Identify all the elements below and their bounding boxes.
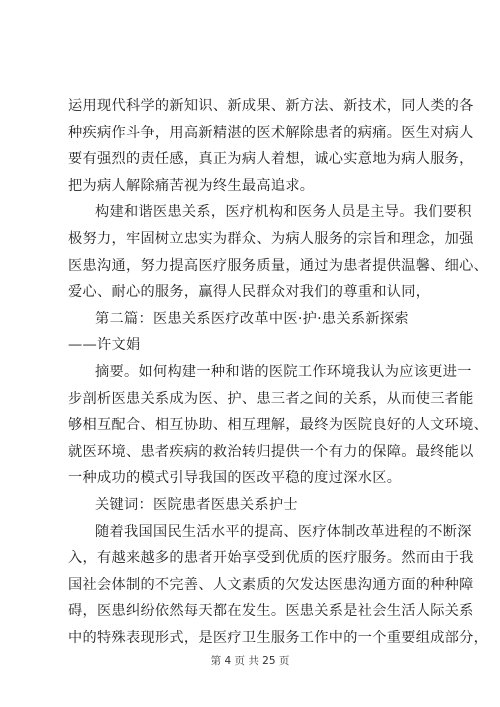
text-line: 随着我国国民生活水平的提高、医疗体制改革进程的不断深: [95, 523, 472, 540]
text-line: 碍，医患纠纷依然每天都在发生。医患关系是社会生活人际关系: [68, 603, 474, 620]
body-text: [68, 93, 489, 651]
page-number-footer: 第 4 页 共 25 页: [210, 655, 290, 667]
abstract-line: 摘要。如何构建一种和谐的医院工作环境我认为应该更进一: [95, 363, 472, 380]
text-line: 种疾病作斗争，用高新精湛的医术解除患者的病痛。医生对病人: [68, 124, 474, 141]
text-line: 运用现代科学的新知识、新成果、新方法、新技术，同人类的各: [68, 98, 474, 114]
section-heading: 第二篇：医患关系医疗改革中医·护·患关系新探索: [95, 310, 409, 327]
text-line: 中的特殊表现形式，是医疗卫生服务工作中的一个重要组成部分，: [68, 629, 489, 646]
text-line: 医患沟通，努力提高医疗服务质量，通过为患者提供温馨、细心、: [68, 257, 489, 274]
author-line: ——许文娟: [68, 337, 141, 354]
keywords-line: 关键词：医院患者医患关系护士: [95, 496, 298, 513]
text-line: 构建和谐医患关系，医疗机构和医务人员是主导。我们要积: [95, 204, 472, 221]
text-line: 够相互配合、相互协助、相互理解，最终为医院良好的人文环境、: [68, 417, 489, 434]
text-line: 爱心、耐心的服务，赢得人民群众对我们的尊重和认同，: [68, 284, 431, 301]
text-line: 步剖析医患关系成为医、护、患三者之间的关系，从而使三者能: [68, 390, 474, 407]
text-line: 就医环境、患者疾病的救治转归提供一个有力的保障。最终能以: [68, 443, 474, 460]
text-line: 极努力，牢固树立忠实为群众、为病人服务的宗旨和理念，加强: [68, 230, 474, 247]
text-line: 国社会体制的不完善、人文素质的欠发达医患沟通方面的种种障: [68, 576, 474, 593]
text-line: 把为病人解除痛苦视为终生最高追求。: [68, 177, 315, 194]
text-line: 一种成功的模式引导我国的医改平稳的度过深水区。: [68, 470, 402, 487]
text-line: 要有强烈的责任感，真正为病人着想，诚心实意地为病人服务，: [68, 151, 474, 168]
text-line: 入，有越来越多的患者开始享受到优质的医疗服务。然而由于我: [68, 550, 474, 567]
